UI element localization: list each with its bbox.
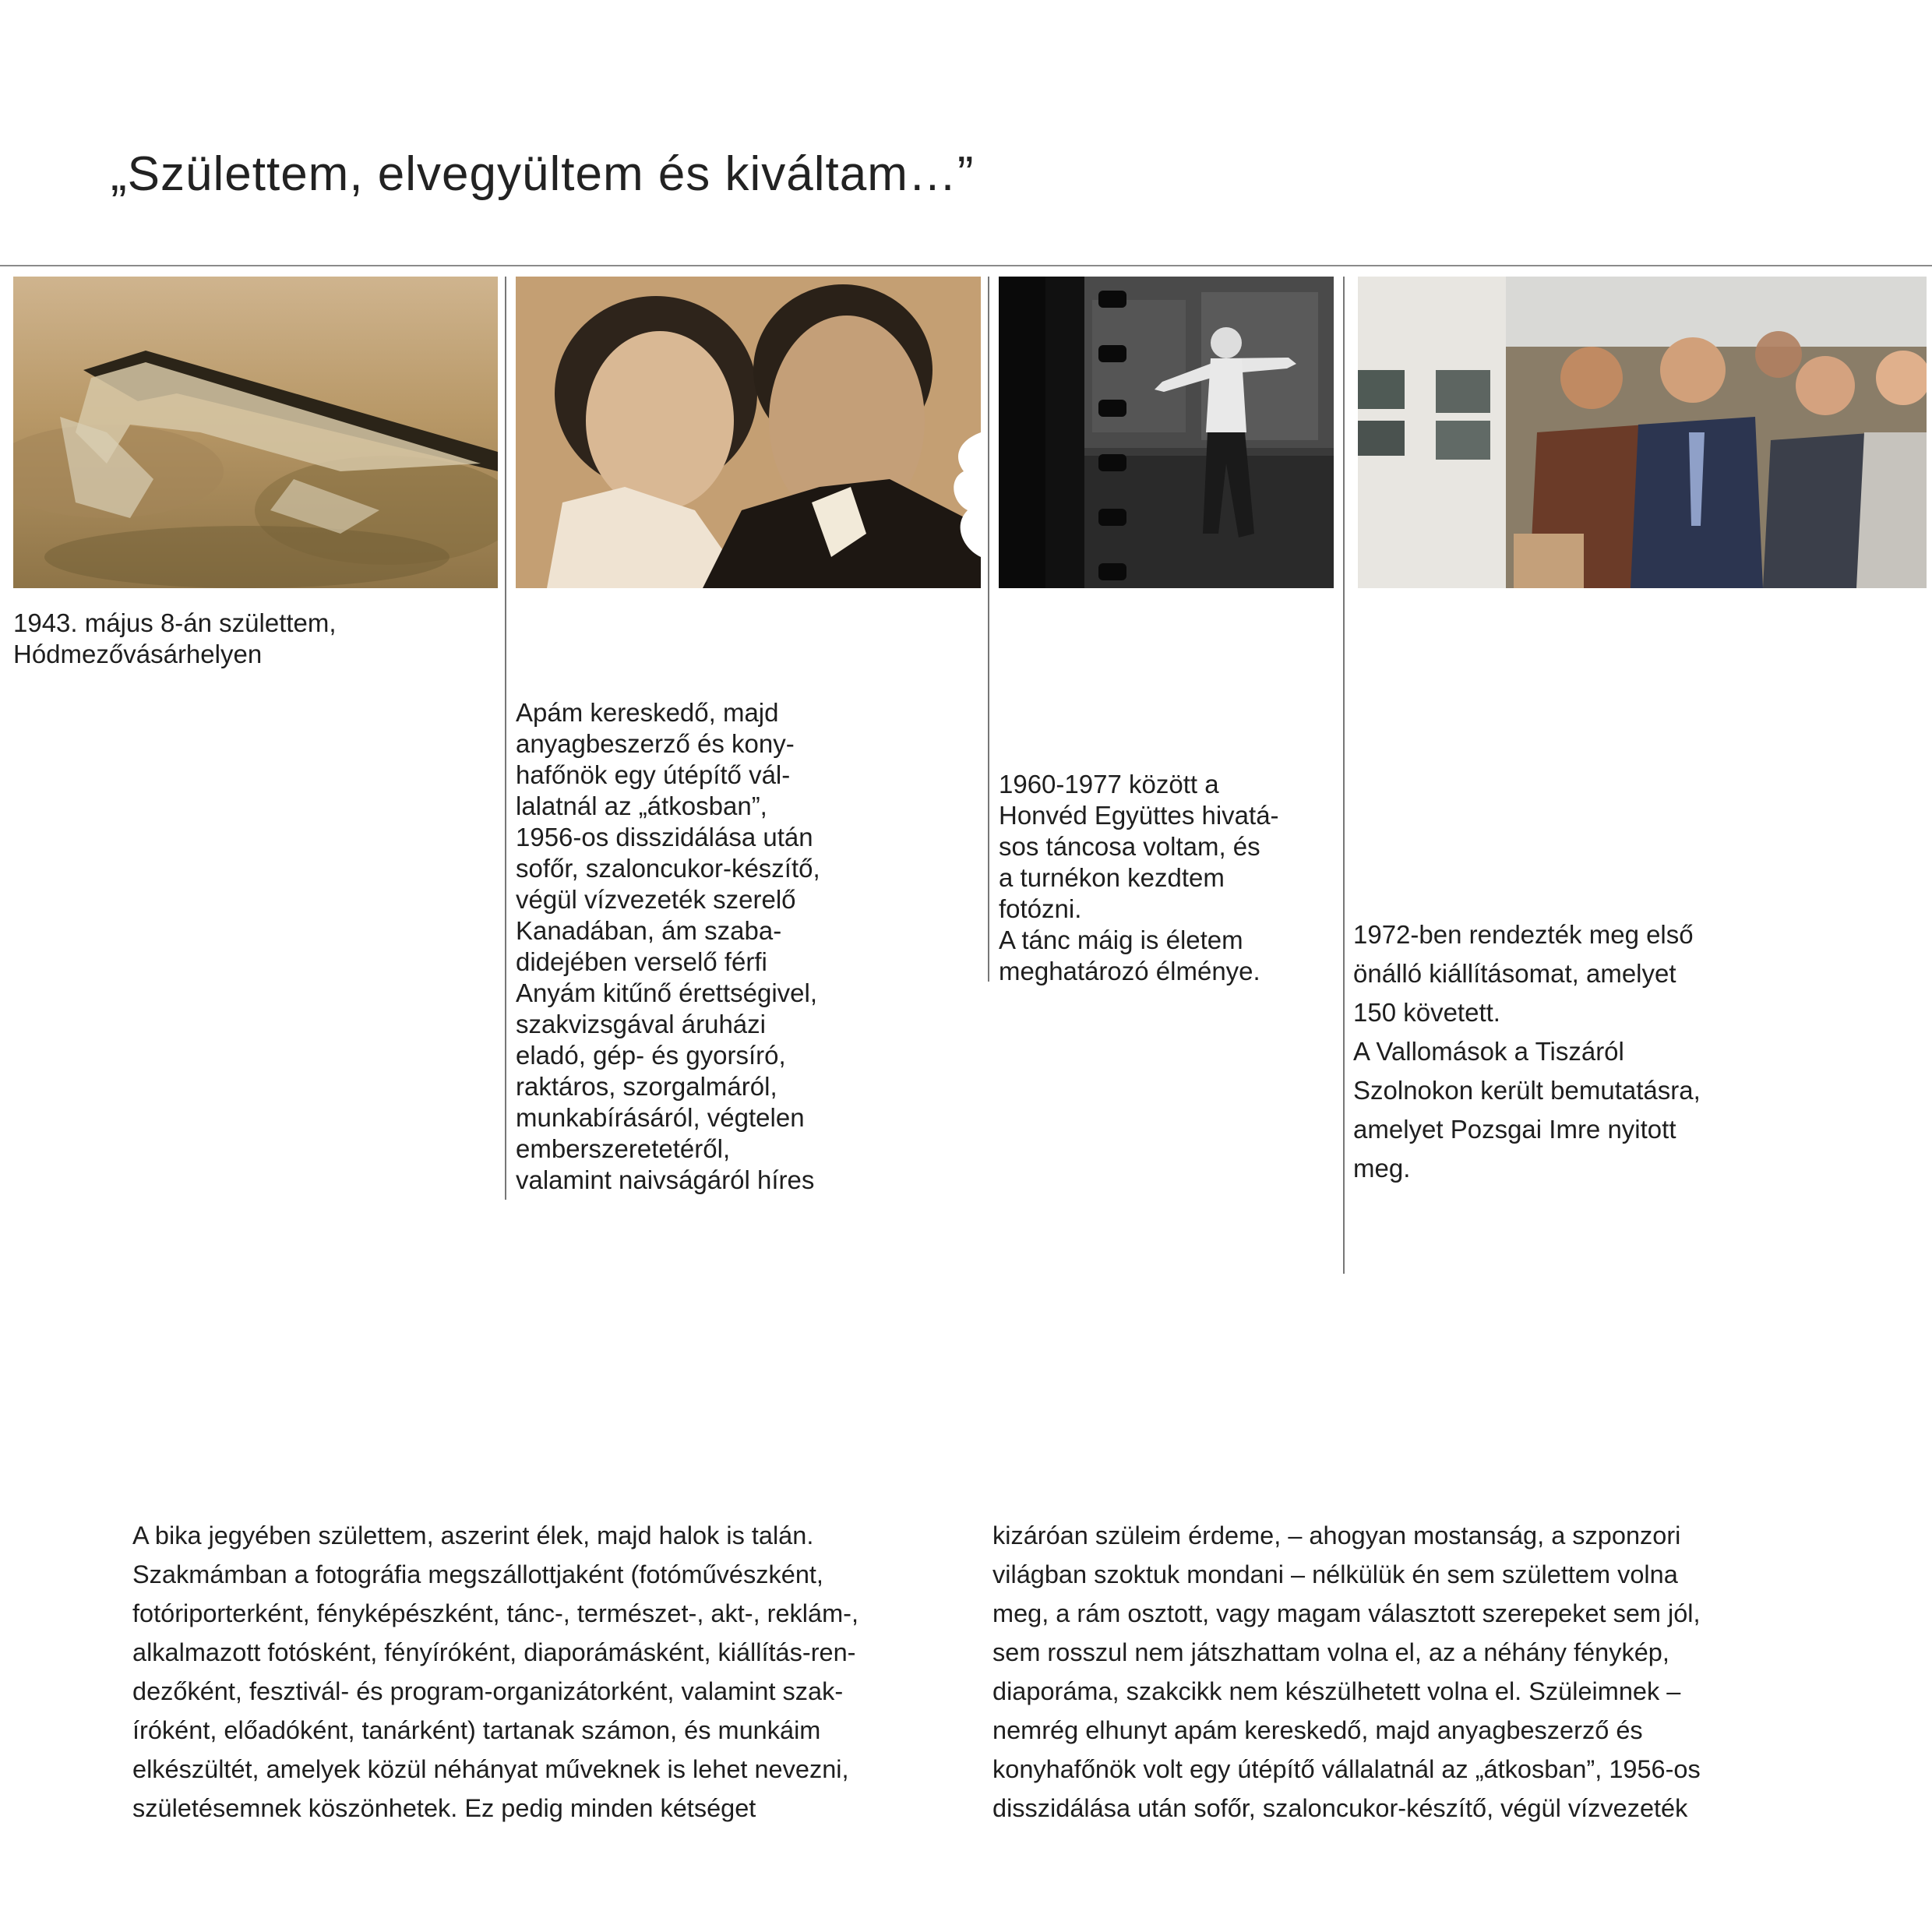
text-line: világban szoktuk mondani – nélkülük én sem születtem volna [992, 1560, 1678, 1588]
text-line: eladó, gép- és gyorsíró, [516, 1041, 786, 1070]
text-line: amelyet Pozsgai Imre nyitott [1353, 1115, 1676, 1144]
caption-dancer [999, 769, 1334, 987]
text-line: A Vallomások a Tiszáról [1353, 1037, 1624, 1066]
column-divider [988, 277, 989, 982]
page-title: „Születtem, elvegyültem és kiváltam…” [111, 147, 975, 201]
text-line: 150 követett. [1353, 998, 1500, 1027]
text-line: fotóriporterként, fényképészként, tánc-, természet-, akt-, reklám-, [132, 1599, 859, 1627]
text-line: születésemnek köszönhetek. Ez pedig minden kétséget [132, 1794, 756, 1822]
text-line: munkabírásáról, végtelen [516, 1103, 805, 1132]
text-line: hafőnök egy útépítő vál- [516, 760, 791, 789]
text-line: konyhafőnök volt egy útépítő vállalatnál az „átkosban”, 1956-os [992, 1755, 1701, 1783]
text-line: Honvéd Együttes hivatá- [999, 801, 1279, 830]
body-text-right [992, 1516, 1849, 1828]
text-line: kizáróan szüleim érdeme, – ahogyan mostanság, a szponzori [992, 1521, 1681, 1549]
text-line: Hódmezővásárhelyen [13, 640, 263, 668]
caption-parents [516, 697, 983, 1196]
text-line: 1960-1977 között a [999, 770, 1219, 799]
exhibition-opening-photo [1358, 277, 1927, 588]
header-divider [0, 265, 1932, 266]
text-line: fotózni. [999, 894, 1082, 923]
text-line: lalatnál az „átkosban”, [516, 791, 767, 820]
aerial-landscape-photo [13, 277, 498, 588]
text-line: sofőr, szaloncukor-készítő, [516, 854, 820, 883]
text-line: sem rosszul nem játszhattam volna el, az a néhány fénykép, [992, 1638, 1669, 1666]
text-line: 1943. május 8-án születtem, [13, 608, 337, 637]
column-divider [1343, 277, 1345, 1274]
text-line: önálló kiállításomat, amelyet [1353, 959, 1676, 988]
text-line: A bika jegyében születtem, aszerint élek, majd halok is talán. [132, 1521, 814, 1549]
text-line: 1956-os disszidálása után [516, 823, 813, 851]
text-line: A tánc máig is életem [999, 925, 1243, 954]
text-line: diaporáma, szakcikk nem készülhetett volna el. Szüleimnek – [992, 1677, 1681, 1705]
dancer-film-strip-photo [999, 277, 1334, 588]
text-line: Kanadában, ám szaba- [516, 916, 782, 945]
text-line: Anyám kitűnő érettségivel, [516, 978, 818, 1007]
column-divider [505, 277, 506, 1200]
text-line: disszidálása után sofőr, szaloncukor-készítő, végül vízvezeték [992, 1794, 1688, 1822]
text-line: szakvizsgával áruházi [516, 1010, 766, 1038]
text-line: dezőként, fesztivál- és program-organizátorként, valamint szak- [132, 1677, 844, 1705]
text-line: didejében verselő férfi [516, 947, 767, 976]
text-line: 1972-ben rendezték meg első [1353, 920, 1694, 949]
text-line: íróként, előadóként, tanárként) tartanak számon, és munkáim [132, 1716, 821, 1744]
text-line: elkészültét, amelyek közül néhányat műveknek is lehet nevezni, [132, 1755, 849, 1783]
text-line: Szolnokon került bemutatásra, [1353, 1076, 1701, 1105]
caption-exhibition [1353, 915, 1930, 1188]
text-line: sos táncosa voltam, és [999, 832, 1260, 861]
text-line: meghatározó élménye. [999, 957, 1260, 985]
text-line: meg, a rám osztott, vagy magam választott szerepeket sem jól, [992, 1599, 1701, 1627]
text-line: nemrég elhunyt apám kereskedő, majd anyagbeszerző és [992, 1716, 1643, 1744]
text-line: valamint naivságáról híres [516, 1165, 815, 1194]
text-line: meg. [1353, 1154, 1411, 1183]
text-line: anyagbeszerző és kony- [516, 729, 795, 758]
text-line: a turnékon kezdtem [999, 863, 1225, 892]
caption-birth [13, 608, 496, 670]
text-line: alkalmazott fotósként, fényíróként, diaporámásként, kiállítás-ren- [132, 1638, 856, 1666]
text-line: Szakmámban a fotográfia megszállottjaként (fotóművészként, [132, 1560, 823, 1588]
text-line: végül vízvezeték szerelő [516, 885, 796, 914]
text-line: emberszeretetéről, [516, 1134, 731, 1163]
text-line: Apám kereskedő, majd [516, 698, 779, 727]
parents-portrait-photo [516, 277, 981, 588]
text-line: raktáros, szorgalmáról, [516, 1072, 777, 1101]
body-text-left [132, 1516, 911, 1828]
